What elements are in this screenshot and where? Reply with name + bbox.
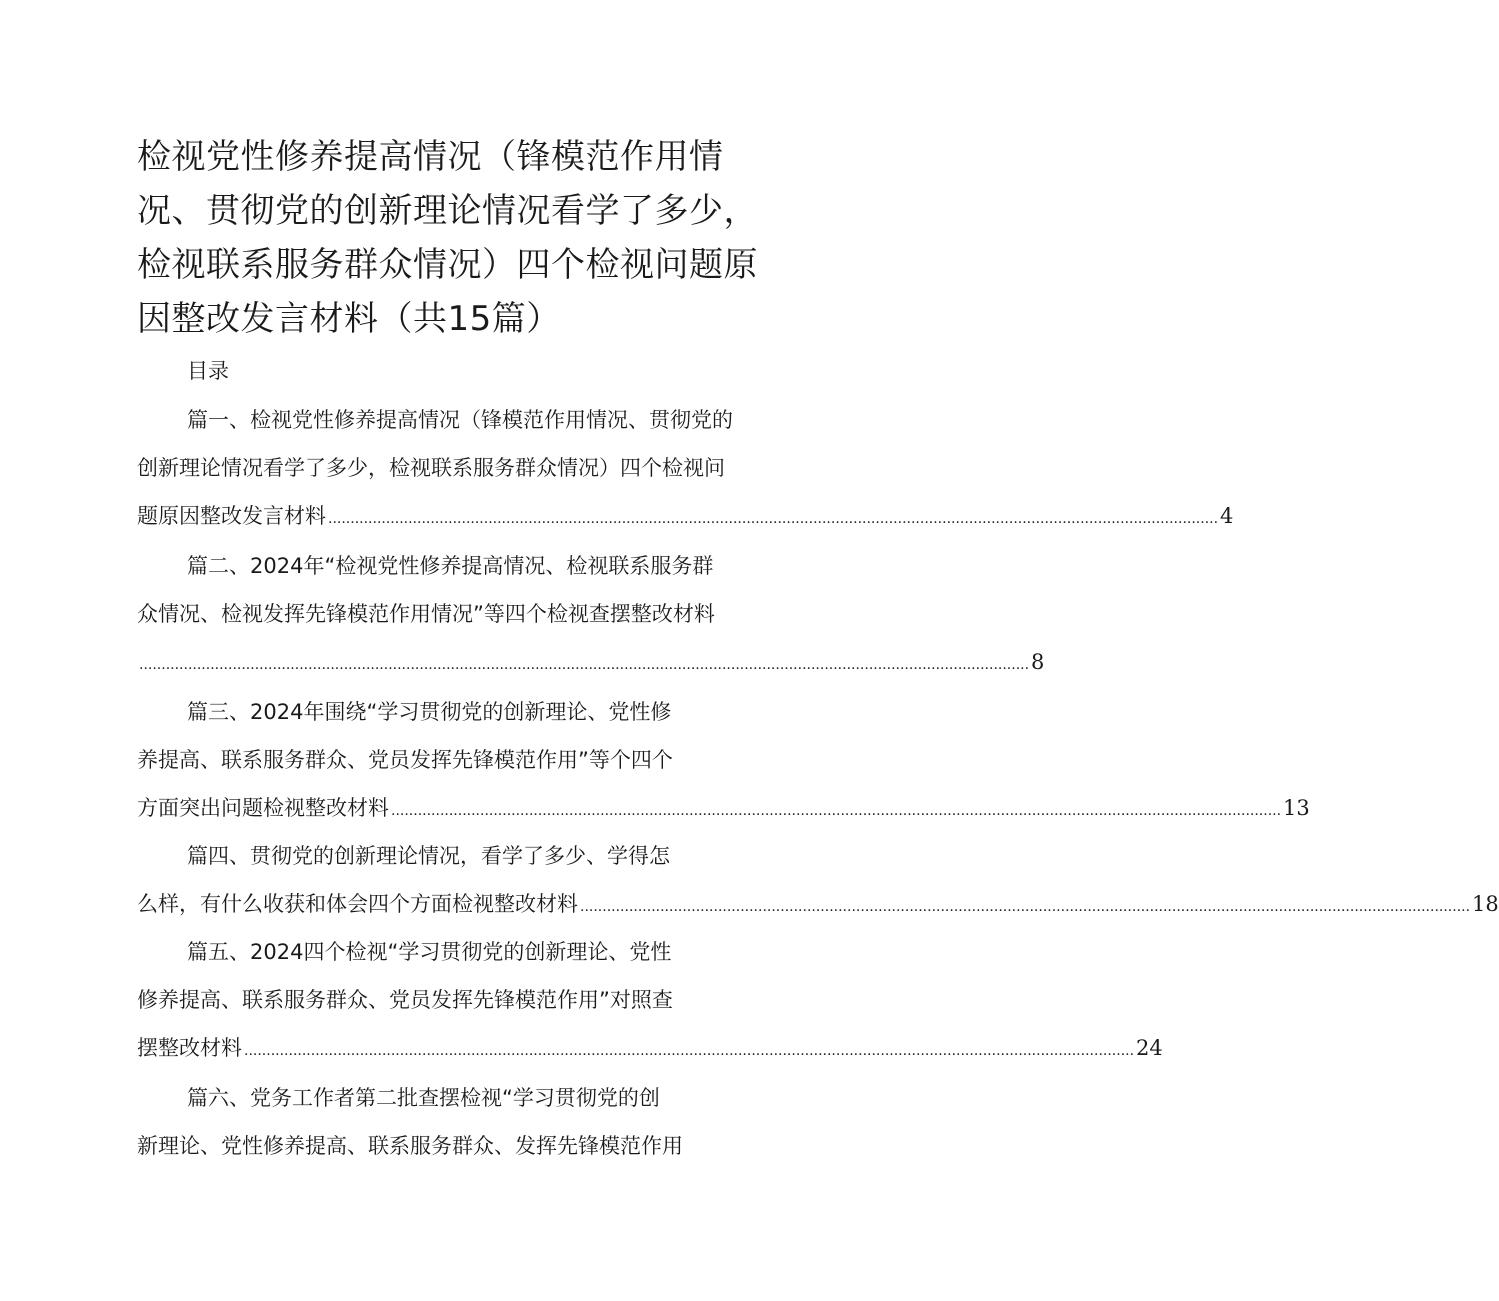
toc-entry-line: 方面突出问题检视整改材料 [137, 796, 389, 820]
toc-entry-line: 修养提高、联系服务群众、党员发挥先锋模范作用”对照查 [137, 988, 673, 1012]
toc-entry-line: 篇一、检视党性修养提高情况（锋模范作用情况、贯彻党的 [187, 408, 733, 432]
document-title: 检视党性修养提高情况（锋模范作用情况、贯彻党的创新理论情况看学了多少，检视联系服务群众情况）四个检视问题原因整改发言材料（共15篇） [137, 137, 758, 339]
toc-entry[interactable] [137, 396, 1234, 540]
toc-entry-line: 创新理论情况看学了多少，检视联系服务群众情况）四个检视问 [137, 456, 725, 480]
toc-entry-line: 众情况、检视发挥先锋模范作用情况”等四个检视查摆整改材料 [137, 602, 715, 626]
toc-entry[interactable] [137, 1074, 787, 1170]
toc-dot-leader: ........................................................................................................................................................................................................ [580, 899, 1471, 915]
toc-leader-row [137, 638, 1045, 686]
toc-dot-leader: ........................................................................................................................................................................................................ [139, 657, 1030, 673]
toc-dot-leader: ........................................................................................................................................................................................................ [244, 1043, 1135, 1059]
toc-page-number: 4 [1220, 504, 1234, 528]
toc-entry-line: 摆整改材料 [137, 1036, 242, 1060]
toc-entry-line: 篇四、贯彻党的创新理论情况，看学了多少、学得怎 [187, 844, 670, 868]
toc-entry-line: 篇三、2024年围绕“学习贯彻党的创新理论、党性修 [187, 700, 672, 724]
toc-entry-line: 篇五、2024四个检视“学习贯彻党的创新理论、党性 [187, 940, 672, 964]
toc-entry[interactable] [137, 832, 1499, 928]
toc-entry-line: 篇六、党务工作者第二批查摆检视“学习贯彻党的创 [187, 1086, 660, 1110]
toc-page-number: 24 [1136, 1036, 1163, 1060]
toc-entry-line: 题原因整改发言材料 [137, 504, 326, 528]
toc-entry[interactable] [137, 688, 1310, 832]
toc-heading: 目录 [187, 359, 229, 383]
toc-leader-row [137, 784, 1310, 832]
toc-page-number: 13 [1283, 796, 1310, 820]
toc-entry[interactable] [137, 928, 1163, 1072]
toc-entry-line: 篇二、2024年“检视党性修养提高情况、检视联系服务群 [187, 554, 714, 578]
toc-entry[interactable] [137, 542, 1045, 686]
toc-dot-leader: ........................................................................................................................................................................................................ [391, 803, 1282, 819]
toc-page-number: 18 [1472, 892, 1499, 916]
toc-leader-row [137, 492, 1234, 540]
toc-entry-line: 新理论、党性修养提高、联系服务群众、发挥先锋模范作用 [137, 1134, 683, 1158]
toc-entry-line: 养提高、联系服务群众、党员发挥先锋模范作用”等个四个 [137, 748, 673, 772]
toc-page-number: 8 [1031, 650, 1045, 674]
toc-leader-row [137, 1024, 1163, 1072]
toc-dot-leader: ........................................................................................................................................................................................................ [328, 511, 1219, 527]
toc-leader-row [137, 880, 1499, 928]
toc-entry-line: 么样，有什么收获和体会四个方面检视整改材料 [137, 892, 578, 916]
